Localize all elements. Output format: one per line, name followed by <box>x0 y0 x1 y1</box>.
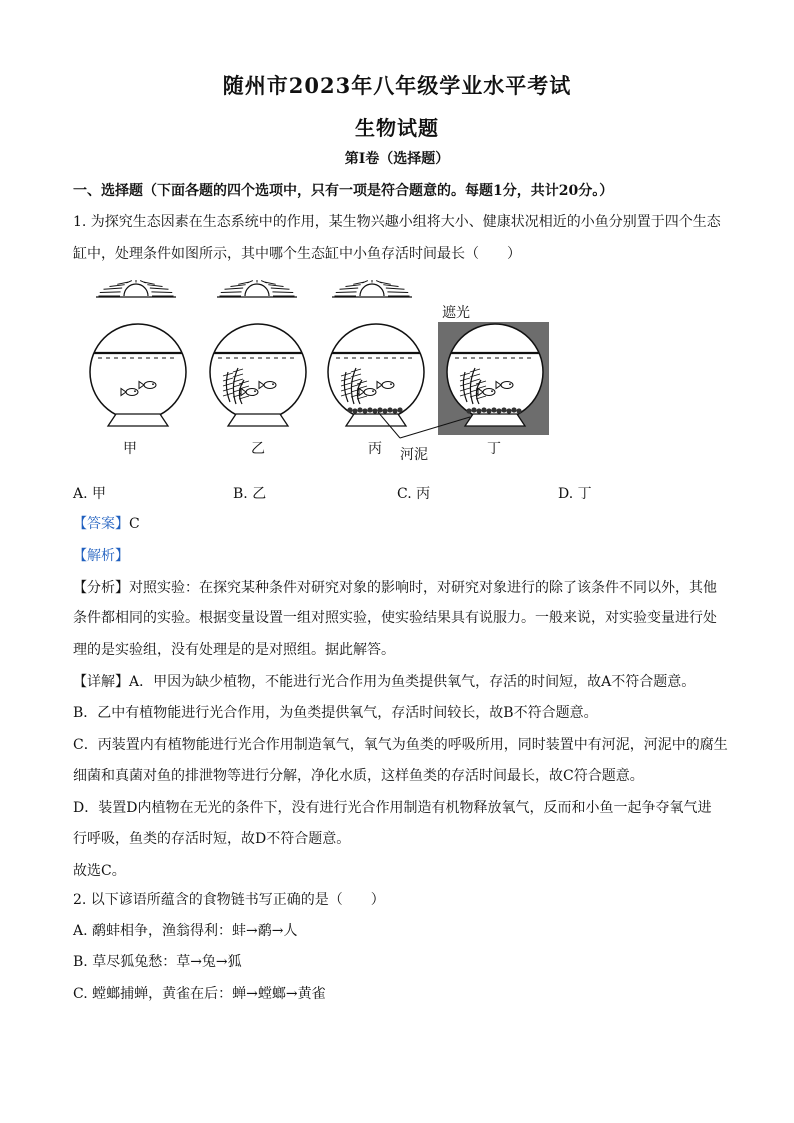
sun-ray <box>376 281 382 283</box>
analysis-line: C．丙装置内有植物能进行光合作用制造氧气，氧气为鱼类的呼吸所用，同时装置中有河泥，河泥中的腐生 <box>73 737 728 753</box>
sun-ray <box>272 292 293 293</box>
mud-pebble <box>392 408 397 413</box>
analysis-line: 【详解】A．甲因为缺少植物，不能进行光合作用为鱼类提供氧气，存活的时间短，故A不符合题意。 <box>73 674 696 690</box>
analysis-line: 细菌和真菌对鱼的排泄物等进行分解，净化水质，这样鱼类的存活时间最长，故C符合题意。 <box>73 768 644 784</box>
mud-pebble <box>471 407 476 412</box>
fishbowl <box>328 324 424 426</box>
fish-body <box>483 389 495 396</box>
sun-icon <box>217 280 297 297</box>
answer-row <box>73 514 733 534</box>
fish-eye <box>254 390 256 392</box>
mud-pebble <box>377 407 382 412</box>
q1-option-d: D. 丁 <box>558 486 592 502</box>
sun-arc <box>360 284 384 296</box>
sun-ray <box>100 292 121 293</box>
q1-option-b: B. 乙 <box>233 486 267 502</box>
sun-ray <box>261 281 267 283</box>
sun-arc <box>245 284 269 296</box>
sun-icon <box>96 280 176 297</box>
bowl-stand <box>465 414 525 426</box>
analysis-tag: 【解析】 <box>73 548 129 564</box>
section-heading: 一、选择题（下面各题的四个选项中，只有一项是符合题意的。每题1分，共计20分。） <box>73 183 614 199</box>
sun-ray <box>238 282 249 284</box>
shade-label: 遮光 <box>442 305 470 321</box>
sun-ray <box>225 288 244 289</box>
fishbowl <box>210 324 306 426</box>
bowl-label-jia: 甲 <box>123 441 137 457</box>
mud-pebble <box>382 408 387 413</box>
mud-pebble <box>506 408 511 413</box>
mud-pebble <box>516 408 521 413</box>
mud-pebble <box>476 408 481 413</box>
bowl-outline <box>328 324 424 420</box>
bowl-label-ding: 丁 <box>487 441 501 457</box>
mud-pebble <box>466 408 471 413</box>
mud-pebble <box>362 408 367 413</box>
fish-eye <box>390 383 392 385</box>
bowl-label-bing: 丙 <box>368 441 382 457</box>
answer-tag: 【答案】 <box>73 516 129 532</box>
q2-option-b: B. 草尽狐兔愁：草→兔→狐 <box>73 954 242 970</box>
bowl-outline <box>90 324 186 420</box>
mud-pebble <box>347 407 352 412</box>
mud-pebble <box>491 407 496 412</box>
mud-pebble <box>357 407 362 412</box>
analysis-line: 理的是实验组，没有处理是的是对照组。据此解答。 <box>73 642 395 658</box>
sun-ray <box>383 285 398 287</box>
mud-pebble <box>387 407 392 412</box>
q1-option-c: C. 丙 <box>397 486 431 502</box>
q2-stem: 2. 以下谚语所蕴含的食物链书写正确的是（ ） <box>73 892 385 908</box>
mud-pebble <box>352 408 357 413</box>
sun-ray <box>345 285 360 287</box>
fish-body <box>144 382 156 389</box>
mud-pebble <box>397 407 402 412</box>
mud-pebble <box>496 408 501 413</box>
bowl-stand <box>228 414 288 426</box>
analysis-line: D．装置D内植物在无光的条件下，没有进行光合作用制造有机物释放氧气，反而和小鱼一起争夺氧气进 <box>73 800 712 816</box>
sun-ray <box>221 292 242 293</box>
bowl-stand <box>346 414 406 426</box>
bowl-label-yi: 乙 <box>251 441 265 457</box>
mud-pebble <box>511 407 516 412</box>
analysis-line: 行呼吸，鱼类的存活时短，故D不符合题意。 <box>73 831 351 847</box>
fish-eye <box>509 383 511 385</box>
sun-ray <box>340 288 359 289</box>
mud-pebble <box>501 407 506 412</box>
q2-option-a: A. 鹬蚌相争，渔翁得利：蚌→鹬→人 <box>73 923 298 939</box>
sun-icon <box>332 280 412 297</box>
fishbowl <box>90 324 186 426</box>
volume-title: 第Ⅰ卷（选择题） <box>344 151 450 167</box>
q1-stem-line2: 缸中，处理条件如图所示，其中哪个生态缸中小鱼存活时间最长（ ） <box>73 246 521 262</box>
analysis-line: 故选C。 <box>73 863 126 879</box>
analysis-line: B．乙中有植物能进行光合作用，为鱼类提供氧气，存活时间较长，故B不符合题意。 <box>73 705 598 721</box>
sun-ray <box>268 285 283 287</box>
analysis-line: 条件都相同的实验。根据变量设置一组对照实验，使实验结果具有说服力。一般来说，对实验变量进行处 <box>73 610 717 626</box>
sun-ray <box>140 281 146 283</box>
fish-eye <box>372 390 374 392</box>
bowl-outline <box>210 324 306 420</box>
exam-title: 随州市2023年八年级学业水平考试 <box>222 73 572 98</box>
sun-ray <box>387 292 408 293</box>
analysis-line: 【分析】对照实验：在探究某种条件对研究对象的影响时，对研究对象进行的除了该条件不同以外，其他 <box>73 580 717 596</box>
sun-ray <box>353 282 364 284</box>
mud-pebble <box>486 408 491 413</box>
fish-body <box>364 389 376 396</box>
mud-pebble <box>372 408 377 413</box>
subject-title: 生物试题 <box>355 116 439 140</box>
fish-body <box>264 382 276 389</box>
fish-body <box>501 382 513 389</box>
sun-ray <box>386 288 405 289</box>
answer-value: C <box>129 516 140 532</box>
sun-ray <box>230 285 245 287</box>
sun-ray <box>336 292 357 293</box>
q2-option-c: C. 螳螂捕蝉，黄雀在后：蝉→螳螂→黄雀 <box>73 986 326 1002</box>
mud-pebble <box>367 407 372 412</box>
bowl-outline <box>447 324 543 420</box>
sun-ray <box>104 288 123 289</box>
sun-arc <box>124 284 148 296</box>
fish-body <box>246 389 258 396</box>
fish-eye <box>491 390 493 392</box>
sun-ray <box>150 288 169 289</box>
sun-ray <box>117 282 128 284</box>
sun-ray <box>151 292 172 293</box>
fish-eye <box>152 383 154 385</box>
mud-pebble <box>481 407 486 412</box>
sun-ray <box>109 285 124 287</box>
fish-eye <box>272 383 274 385</box>
q1-stem-line1: 1. 为探究生态因素在生态系统中的作用，某生物兴趣小组将大小、健康状况相近的小鱼分别置于四个生态 <box>73 214 721 230</box>
bowl-stand <box>108 414 168 426</box>
fish-body <box>382 382 394 389</box>
fish-body <box>126 389 138 396</box>
sun-ray <box>271 288 290 289</box>
mud-label: 河泥 <box>400 447 428 463</box>
fish-eye <box>134 390 136 392</box>
sun-ray <box>147 285 162 287</box>
q1-option-a: A. 甲 <box>73 486 107 502</box>
